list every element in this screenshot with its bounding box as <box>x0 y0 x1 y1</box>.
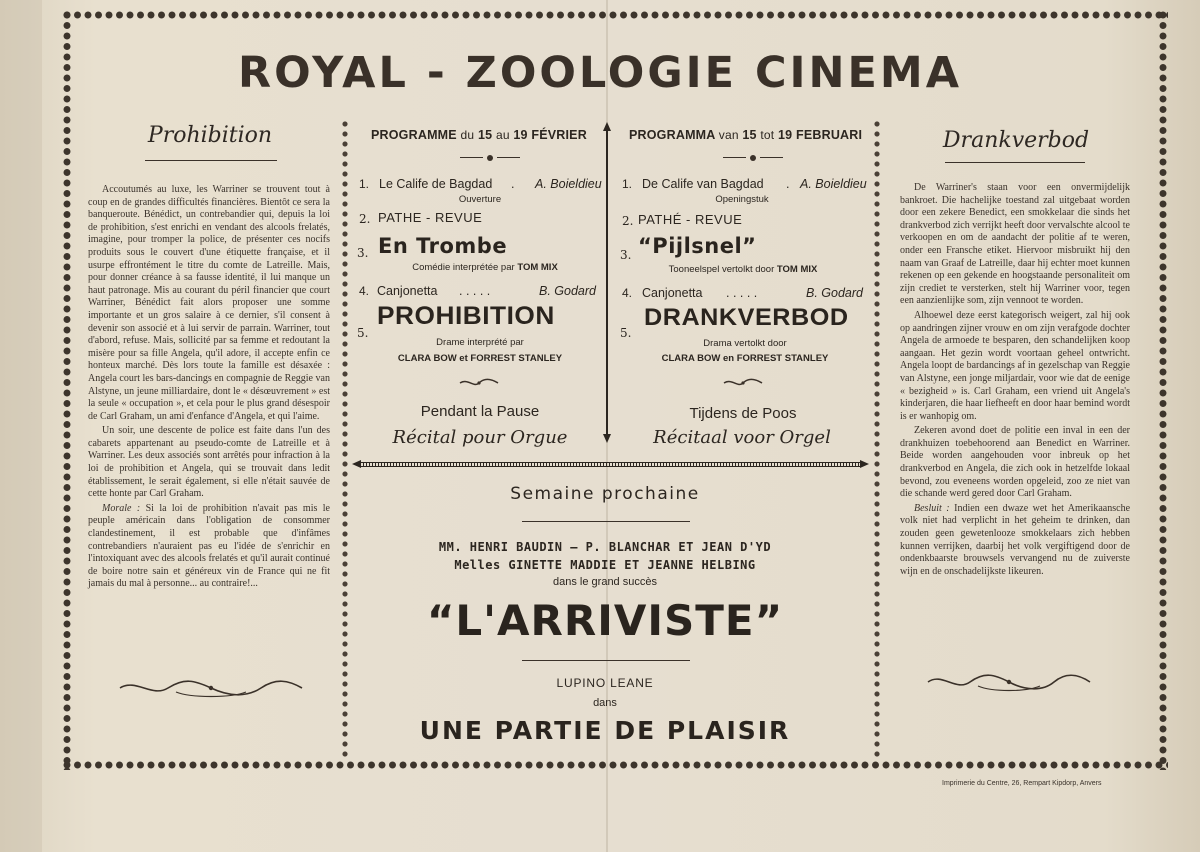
prog-nl-item-1-title: De Calife van Bagdad <box>642 177 764 191</box>
prog-fr-num-1: 1. <box>359 177 370 191</box>
prog-fr-item-1-dot: . <box>511 177 515 191</box>
besluit-label: Besluit : <box>914 502 950 514</box>
left-paragraph-1: Accoutumés au luxe, les Warriner se trouvent tout à coup en de grandes difficultés financières. Bientôt ce sera la banqueroute. Bénédict, un contrebandier qui, depuis la loi de prohibition, s'est enrichi en vendant des alcools frelatés, imagine, pour tromper la police, de présenter ces nocifs produits sous le couvert d'une étiquette française, et il usurpe effrontément le titre du comte de Latreille. Mais, pour donner créance à sa fausse identité, il lui manque un haut patronage. Mis au courant du péril financier que court Warriner, Bénédict fait alors proposer une somme importante et un gros salaire à ce dernier, s'il consent à devenir son associé et à lui servir de parrain. Warriner, tout d'abord, refuse. Mais, sollicité par sa femme et redoutant la misère pour sa fille Angela, qu'il adore, il accepte enfin ce honteux marché. Dès lors toute la famille est désaxée : Angela court les bars-dancings en compagnie de Reggie van Alstyne, un jeune milliardaire, dont le « désœuvrement » est la seule « occupation », et cela pour le plus grand désespoir de Carl Graham, un ami d'enfance d'Angela, et qui l'aime. <box>88 184 330 422</box>
next-week-heading: Semaine prochaine <box>510 484 700 504</box>
prog-fr-item-2: PATHE - REVUE <box>378 210 483 225</box>
right-scroll-ornament <box>924 670 1094 694</box>
prog-fr-item-4-composer: B. Godard <box>539 284 596 298</box>
left-scroll-ornament <box>116 676 306 700</box>
prog-fr-item-3-sub-b: TOM MIX <box>517 262 558 273</box>
border-bottom <box>62 760 1168 770</box>
prog-fr-num-5: 5. <box>357 326 369 340</box>
prog-fr-item-3: En Trombe <box>378 234 508 258</box>
next-week-actor: LUPINO LEANE <box>556 676 654 690</box>
prog-nl-item-5: DRANKVERBOD <box>644 304 849 331</box>
prog-nl-item-5-sub: Drama vertolkt door <box>703 338 787 349</box>
besluit-text: Indien een dwaze wet het Amerikaansche volk niet had verplicht in het geheim te drinken, dan zouden geen gewetenlooze smokkelaars zich hebben kunnen verrijken, daarbij het volk vergiftigend door de ondenkbaarste brouwsels vervangend nu de zuiverste wijn en de onschadelijkste likeuren. <box>900 502 1131 577</box>
prog-fr-head-a: PROGRAMME <box>371 128 457 142</box>
left-column-heading: Prohibition <box>147 123 273 148</box>
prog-fr-bow-ornament <box>458 378 500 388</box>
prog-fr-item-1-composer: A. Boieldieu <box>535 177 602 191</box>
next-week-cast-line-1: MM. HENRI BAUDIN — P. BLANCHAR ET JEAN D'YD <box>438 540 772 554</box>
divider-right <box>873 120 881 760</box>
center-vertical-arrow <box>606 130 608 435</box>
border-right <box>1158 10 1168 770</box>
prog-nl-item-3-sub-b: TOM MIX <box>776 264 818 275</box>
prog-fr-item-4-dots: . . . . . <box>459 284 491 298</box>
prog-nl-head-b: van <box>718 128 739 142</box>
arrow-down-icon <box>603 434 611 443</box>
prog-fr-item-1-sub: Ouverture <box>458 194 502 205</box>
prog-fr-num-2: 2. <box>359 212 371 226</box>
prog-fr-item-5-cast: CLARA BOW et FORREST STANLEY <box>397 353 563 364</box>
right-paragraph-1: De Warriner's staan voor een onvermijdelijk bankroet. Die hachelijke toestand zal uitgebaat worden door een zekere Benedict, een smokkelaar die sinds het drankverbod zich verrijkt heeft door vervalschte alcool te verkoopen en om de aandacht der politie af te weren, onder een Fransche etiket. Hiervoor misbruikt hij den naam van Graaf de Latreille, daar hij echter moet kunnen rekenen op een gekende en hoogstaande personaliteit om zijn crediet te versterken, stelt hij Warriner voor, tegen een aanzienlijke som, zijn vennoot te worden. <box>900 182 1130 307</box>
prog-fr-pause: Pendant la Pause <box>420 403 540 420</box>
prog-nl-recital: Récitaal voor Orgel <box>653 427 831 448</box>
right-column-heading: Drankverbod <box>942 128 1090 153</box>
prog-fr-item-4-title: Canjonetta <box>377 284 438 298</box>
page-title: ROYAL - ZOOLOGIE CINEMA <box>238 48 962 98</box>
right-besluit <box>900 503 1130 579</box>
prog-nl-num-5: 5. <box>620 326 632 340</box>
prog-fr-head-c: 15 <box>477 128 493 142</box>
prog-nl-head-a: PROGRAMMA <box>629 128 716 142</box>
next-week-dans: dans <box>593 697 617 709</box>
prog-fr-item-1-title: Le Calife de Bagdad <box>379 177 493 191</box>
left-column-text <box>88 184 330 593</box>
next-week-film-2: UNE PARTIE DE PLAISIR <box>419 716 791 745</box>
prog-nl-head-d: tot <box>760 128 775 142</box>
border-top <box>62 10 1168 20</box>
prog-nl-item-3: “Pijlsnel” <box>638 234 757 258</box>
prog-nl-ornament <box>723 155 783 161</box>
prog-fr-item-5-sub: Drame interprété par <box>436 337 524 348</box>
divider-left <box>341 120 349 760</box>
next-week-film-rule <box>522 660 690 661</box>
prog-nl-item-1-dot: . <box>786 177 790 191</box>
prog-fr-item-3-sub <box>395 262 575 273</box>
prog-fr-item-5: PROHIBITION <box>377 302 555 330</box>
right-paragraph-2: Alhoewel deze eerst kategorisch weigert, zal hij ook op aandringen zijner vrouw en om zijn verafgode dochter Angela de armoede te besparen, den schandelijken koop aangaan. Het gezin wordt voortaan geheel ontwricht. Angela loopt de bardancings af in gezelschap van Reggie van Alstyne, een jonge miljardair, voor wie dat de eenige « bezigheid » is. Carl Graham, een vriend uit Angela's kinderjaren, die haar liefheeft en door haar bemind wordt is er wanhopig om. <box>900 309 1130 422</box>
prog-nl-head-e: 19 FEBRUARI <box>778 128 863 142</box>
left-morale <box>88 503 330 591</box>
prog-nl-num-3: 3. <box>620 248 632 262</box>
prog-nl-item-4-dots: . . . . . <box>726 286 758 300</box>
prog-nl-num-1: 1. <box>622 177 633 191</box>
prog-fr-head-b: du <box>460 128 475 142</box>
next-week-dans-succes: dans le grand succès <box>553 576 657 588</box>
prog-nl-item-1-composer: A. Boieldieu <box>800 177 867 191</box>
morale-label: Morale : <box>102 502 141 514</box>
programme-fr-heading <box>371 128 587 142</box>
prog-nl-head-c: 15 <box>742 128 757 142</box>
paper-edge <box>0 0 42 852</box>
prog-fr-num-4: 4. <box>359 284 370 298</box>
horizontal-arrow <box>360 462 860 467</box>
next-week-cast-line-2: Melles GINETTE MADDIE ET JEANNE HELBING <box>454 558 756 572</box>
prog-nl-item-1-sub: Openingstuk <box>715 194 769 205</box>
prog-nl-item-3-sub-a: Tooneelspel vertolkt door <box>668 264 775 275</box>
left-paragraph-2: Un soir, une descente de police est faite dans l'un des cabarets appartenant au pseudo-comte de Latreille et à Warriner. Les deux associés sont arrêtés pour infraction à la loi de prohibition et Angela, qui se trouvait dans ledit établissement, le serait également, si elle n'était sauvée de cette honte par Carl Graham. <box>88 425 330 500</box>
prog-nl-bow-ornament <box>722 378 764 388</box>
border-left <box>62 10 72 770</box>
prog-fr-num-3: 3. <box>357 246 369 260</box>
prog-fr-ornament <box>460 155 520 161</box>
programme-nl-heading <box>629 128 862 142</box>
prog-nl-num-2: 2. <box>622 214 634 228</box>
prog-nl-item-5-cast: CLARA BOW en FORREST STANLEY <box>661 353 829 364</box>
prog-fr-head-d: au <box>495 128 510 142</box>
printer-imprint: Imprimerie du Centre, 26, Rempart Kipdorp, Anvers <box>942 780 1102 787</box>
left-heading-rule <box>145 160 277 161</box>
prog-fr-head-e: 19 FÉVRIER <box>513 128 587 142</box>
arrow-right-icon <box>860 460 869 468</box>
next-week-rule <box>522 521 690 522</box>
right-heading-rule <box>945 162 1085 163</box>
prog-nl-pause: Tijdens de Poos <box>689 405 797 422</box>
prog-nl-item-3-sub <box>648 264 838 275</box>
right-paragraph-3: Zekeren avond doet de politie een inval in een der drankhuizen toebehoorend aan Benedict en Warriner. Beide worden aangehouden voor inbreuk op het drankverbod en Angela, die zich ook in hetzelfde lokaal bevond, zou eveneens worden opgeleid, zoo ze niet van die schande werd gered door Carl Graham. <box>900 425 1130 500</box>
prog-nl-item-2: PATHÉ - REVUE <box>638 212 743 227</box>
right-column-text <box>900 182 1130 580</box>
morale-text: Si la loi de prohibition n'avait pas mis le peuple américain dans l'obligation de consommer clandestinement, il est probable que d'infâmes contrebandiers n'auraient pas eu l'idée de s'enrichir en l'intoxiquant avec des alcools frelatés et qu'il aurait continué de boire notre sain et généreux vin de France qui ne fit jamais du mal à personne... au contraire!... <box>88 502 330 590</box>
prog-nl-item-4-composer: B. Godard <box>806 286 863 300</box>
prog-nl-item-4-title: Canjonetta <box>642 286 703 300</box>
prog-nl-num-4: 4. <box>622 286 633 300</box>
next-week-film: “L'ARRIVISTE” <box>426 596 784 645</box>
prog-fr-item-3-sub-a: Comédie interprétée par <box>412 262 515 273</box>
prog-fr-recital: Récital pour Orgue <box>392 427 568 448</box>
